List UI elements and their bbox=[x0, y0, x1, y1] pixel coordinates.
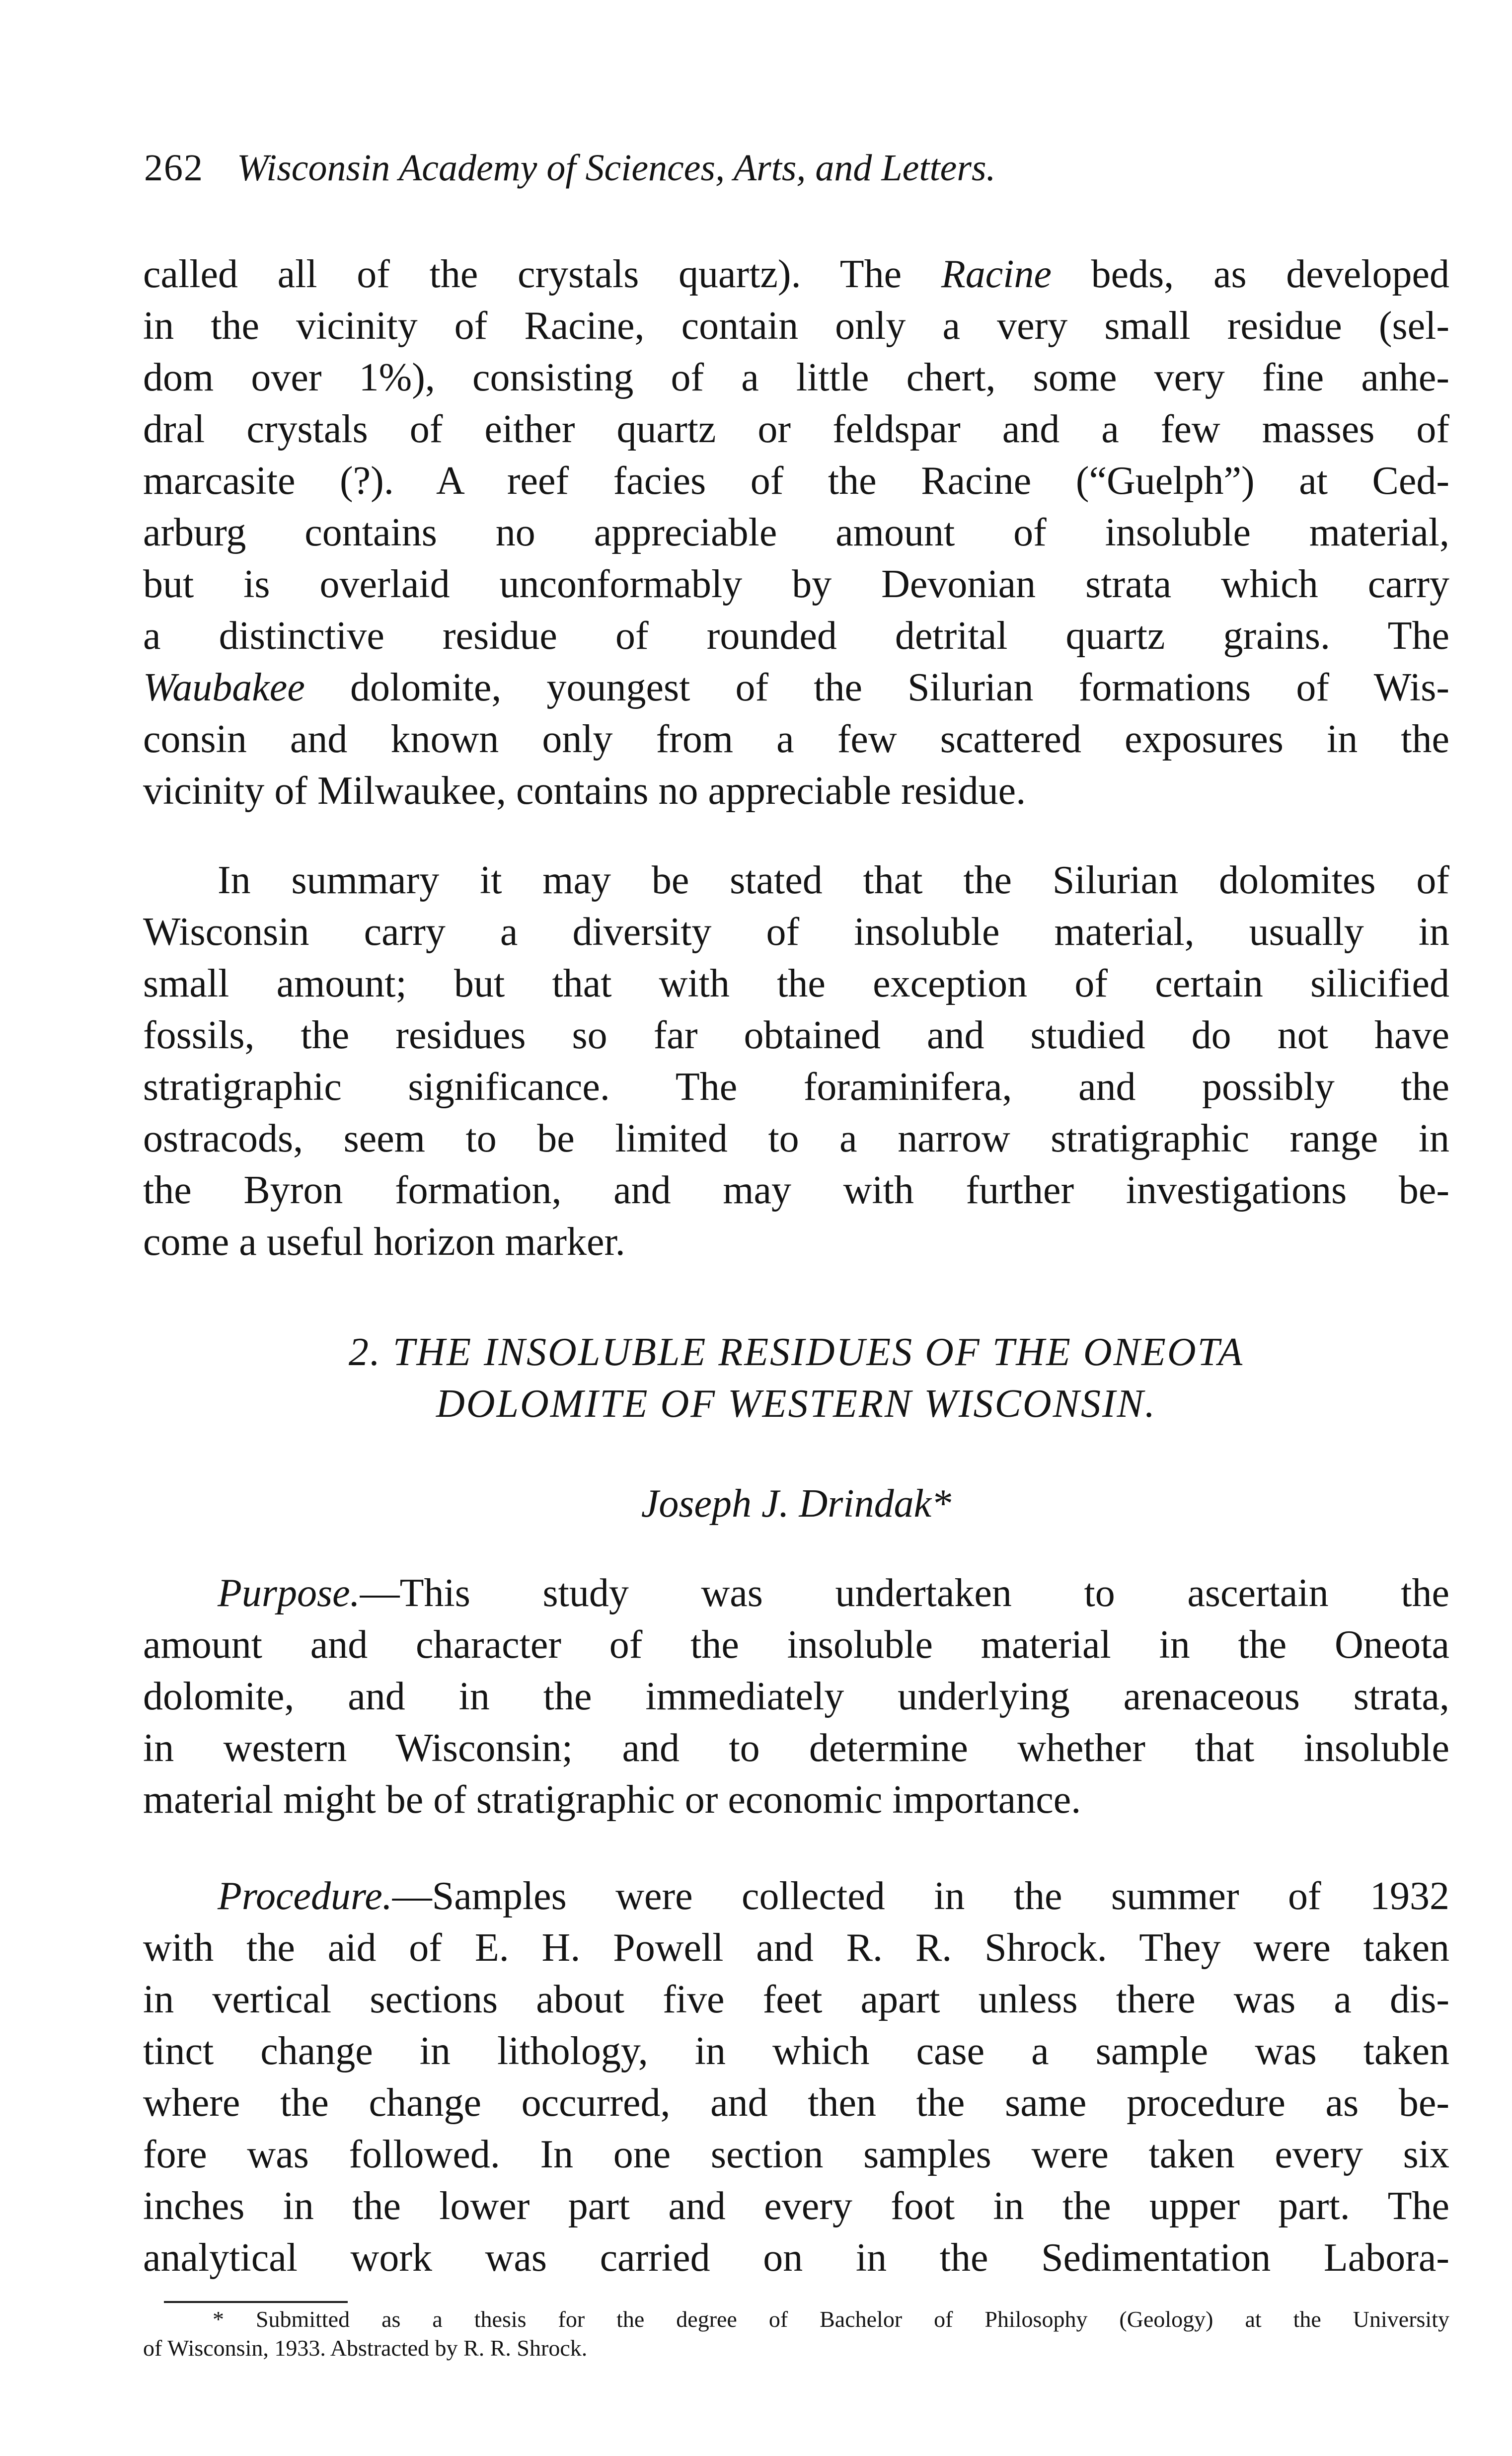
text-line: small amount; but that with the exception of certain silicified bbox=[143, 962, 1449, 1005]
text-segment: called all of the crystals quartz). The bbox=[143, 252, 941, 296]
section-title-line: 2. THE INSOLUBLE RESIDUES OF THE ONEOTA bbox=[348, 1330, 1244, 1374]
text-line: dolomite, and in the immediately underlying arenaceous strata, bbox=[143, 1675, 1449, 1718]
text-segment: beds, as developed bbox=[1051, 252, 1449, 296]
text-line: fossils, the residues so far obtained and studied do not have bbox=[143, 1013, 1449, 1057]
page-number: 262 bbox=[144, 147, 204, 189]
formation-name: Waubakee bbox=[143, 666, 305, 709]
text-line bbox=[143, 248, 1449, 300]
footnote-line: of Wisconsin, 1933. Abstracted by R. R. Shrock. bbox=[143, 2335, 588, 2361]
text-segment: dolomite, youngest of the Silurian formations of Wis- bbox=[304, 666, 1449, 709]
paragraph-label: Purpose. bbox=[218, 1571, 360, 1615]
text-line: where the change occurred, and then the same procedure as be- bbox=[143, 2081, 1449, 2125]
text-line: stratigraphic significance. The foraminifera, and possibly the bbox=[143, 1065, 1449, 1109]
text-line: come a useful horizon marker. bbox=[143, 1220, 625, 1264]
section-title-line: DOLOMITE OF WESTERN WISCONSIN. bbox=[436, 1382, 1156, 1426]
text-line: but is overlaid unconformably by Devonian strata which carry bbox=[143, 562, 1449, 606]
text-line: in vertical sections about five feet apart unless there was a dis- bbox=[143, 1978, 1449, 2021]
paragraph-silurian-residues bbox=[143, 248, 1449, 817]
page-header bbox=[144, 149, 996, 187]
text-line: inches in the lower part and every foot in the upper part. The bbox=[143, 2184, 1449, 2228]
author-name: Joseph J. Drindak* bbox=[641, 1482, 952, 1526]
text-line: material might be of stratigraphic or economic importance. bbox=[143, 1778, 1081, 1822]
text-line: analytical work was carried on in the Sedimentation Labora- bbox=[143, 2236, 1449, 2280]
text-line: ostracods, seem to be limited to a narrow stratigraphic range in bbox=[143, 1117, 1449, 1160]
text-line bbox=[143, 1870, 1449, 1922]
footnote-divider bbox=[164, 2301, 348, 2303]
text-line: in the vicinity of Racine, contain only a very small residue (sel- bbox=[143, 304, 1449, 348]
text-line bbox=[143, 1567, 1449, 1619]
text-line: the Byron formation, and may with further investigations be- bbox=[143, 1168, 1449, 1212]
running-title: Wisconsin Academy of Sciences, Arts, and Letters. bbox=[237, 147, 996, 189]
text-line: tinct change in lithology, in which case a sample was taken bbox=[143, 2029, 1449, 2073]
formation-name: Racine bbox=[941, 252, 1052, 296]
text-line: with the aid of E. H. Powell and R. R. Shrock. They were taken bbox=[143, 1926, 1449, 1970]
text-line bbox=[143, 662, 1449, 713]
paragraph-procedure bbox=[143, 1870, 1449, 2284]
text-line: in western Wisconsin; and to determine whether that insoluble bbox=[143, 1726, 1449, 1770]
paragraph-label: Procedure. bbox=[218, 1874, 392, 1918]
footnote-line: * Submitted as a thesis for the degree of Bachelor of Philosophy (Geology) at the University bbox=[213, 2306, 1449, 2332]
text-line: fore was followed. In one section samples were taken every six bbox=[143, 2133, 1449, 2176]
text-line: marcasite (?). A reef facies of the Racine (“Guelph”) at Ced- bbox=[143, 459, 1449, 503]
paragraph-purpose bbox=[143, 1567, 1449, 1826]
text-line: dral crystals of either quartz or feldspar and a few masses of bbox=[143, 407, 1449, 451]
text-line: amount and character of the insoluble material in the Oneota bbox=[143, 1623, 1449, 1667]
text-line: Wisconsin carry a diversity of insoluble material, usually in bbox=[143, 910, 1449, 954]
text-line: consin and known only from a few scattered exposures in the bbox=[143, 717, 1449, 761]
paragraph-summary bbox=[143, 854, 1449, 1268]
text-line: In summary it may be stated that the Silurian dolomites of bbox=[218, 858, 1449, 902]
section-title bbox=[143, 1326, 1449, 1430]
text-line: vicinity of Milwaukee, contains no appreciable residue. bbox=[143, 769, 1026, 813]
text-segment: —Samples were collected in the summer of 1932 bbox=[392, 1874, 1449, 1918]
footnote bbox=[143, 2305, 1449, 2363]
text-segment: —This study was undertaken to ascertain the bbox=[360, 1571, 1449, 1615]
text-line: arburg contains no appreciable amount of insoluble material, bbox=[143, 511, 1449, 554]
text-line: a distinctive residue of rounded detrital quartz grains. The bbox=[143, 614, 1449, 658]
text-line: dom over 1%), consisting of a little chert, some very fine anhe- bbox=[143, 356, 1449, 399]
